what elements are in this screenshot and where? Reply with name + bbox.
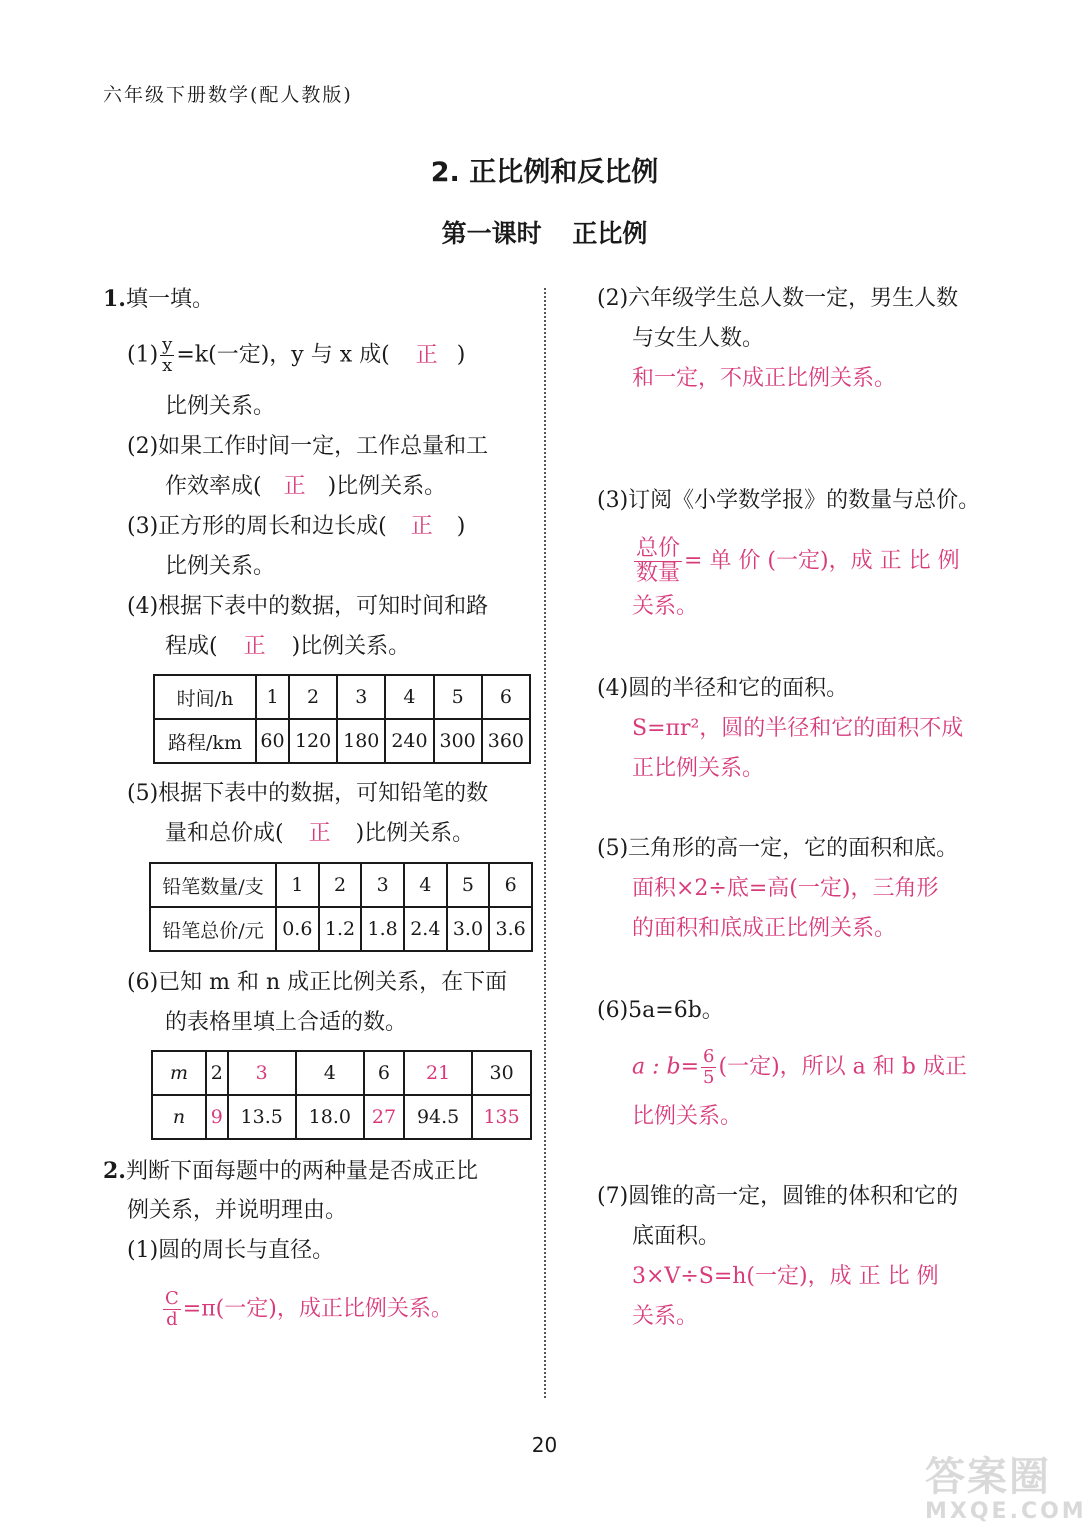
table-cell: 1.8 [361, 907, 404, 951]
table-cell: 2 [289, 675, 337, 719]
page-number: 20 [531, 1433, 558, 1457]
answer-blank: 正 [283, 474, 306, 499]
q2-sub4-answer-line2: 正比例关系。 [632, 756, 765, 781]
q1-part4-line2: 程成( 正 )比例关系。 [165, 632, 410, 662]
table-cell: 5 [447, 863, 490, 907]
table-cell: 3 [337, 675, 385, 719]
q2-heading-line2: 例关系，并说明理由。 [127, 1198, 348, 1223]
row-header: 路程/km [154, 719, 256, 763]
table-cell: 3.6 [489, 907, 532, 951]
table-cell: 4 [404, 863, 447, 907]
fraction-c-over-d: $\frac{C}{d}$ [165, 1288, 179, 1330]
table-cell: 300 [434, 719, 482, 763]
watermark-site: MXQE.COM [925, 1499, 1087, 1524]
table-cell: 1 [256, 675, 289, 719]
q1-part6-line1: (6)已知 m 和 n 成正比例关系，在下面 [127, 970, 508, 995]
table-cell: 13.5 [228, 1095, 296, 1139]
row-header: n [152, 1095, 206, 1139]
table-row [150, 907, 532, 951]
table-cell: 30 [472, 1051, 531, 1095]
q2-sub2-answer: 和一定，不成正比例关系。 [632, 366, 897, 391]
table-cell: 60 [256, 719, 289, 763]
table-cell: 360 [482, 719, 530, 763]
q2-sub4-question: (4)圆的半径和它的面积。 [597, 676, 849, 701]
fraction-6-over-5: $\frac{6}{5}$ [703, 1046, 715, 1088]
q1-part2-line1: (2)如果工作时间一定，工作总量和工 [127, 434, 489, 459]
q1-part2-line2: 作效率成( 正 )比例关系。 [165, 472, 446, 502]
q2-sub7-answer: 3×V÷S=h(一定)，成 正 比 例 [632, 1264, 939, 1289]
table-cell-answer: 135 [472, 1095, 531, 1139]
table-row [152, 1051, 531, 1095]
q1-part5-line2: 量和总价成( 正 )比例关系。 [165, 819, 474, 849]
q1-part1: (1) $\frac{y}{x}$ =k(一定)，y 与 x 成( 正 ) [127, 334, 466, 376]
q1-part3: (3)正方形的周长和边长成( 正 ) [127, 512, 465, 542]
q1-part6-line2: 的表格里填上合适的数。 [165, 1010, 408, 1035]
fraction-y-over-x: $\frac{y}{x}$ [162, 334, 173, 376]
table-cell-answer: 3 [228, 1051, 296, 1095]
m-n-table [151, 1050, 532, 1140]
table-cell: 1 [276, 863, 319, 907]
q2-sub5-question: (5)三角形的高一定，它的面积和底。 [597, 836, 959, 861]
section-title: 2. 正比例和反比例 [430, 157, 659, 188]
q2-sub3-question: (3)订阅《小学数学报》的数量与总价。 [597, 488, 981, 513]
row-header: m [152, 1051, 206, 1095]
table-cell: 6 [482, 675, 530, 719]
fraction-price-over-quantity: $\frac{\text{总价}}{\text{数量}}$ [636, 536, 681, 586]
table-cell: 180 [337, 719, 385, 763]
q2-sub7-answer-line2: 关系。 [632, 1304, 699, 1329]
table-cell: 3 [361, 863, 404, 907]
table-row [152, 1095, 531, 1139]
watermark-logo [925, 1454, 1087, 1529]
row-header: 时间/h [154, 675, 256, 719]
q1-part3-line2: 比例关系。 [165, 554, 276, 579]
answer-blank: 正 [415, 342, 438, 368]
table-cell: 94.5 [404, 1095, 472, 1139]
q2-sub2-question-line2: 与女生人数。 [632, 326, 765, 351]
row-header: 铅笔数量/支 [150, 863, 276, 907]
pencil-price-table [149, 862, 533, 952]
q2-sub5-answer-line2: 的面积和底成正比例关系。 [632, 916, 897, 941]
q2-sub1-question: (1)圆的周长与直径。 [127, 1238, 335, 1263]
table-cell: 1.2 [319, 907, 362, 951]
q2-sub3-answer: $\frac{\text{总价}}{\text{数量}}$ = 单 价 (一定)，成 正 比 例 [636, 536, 960, 586]
table-cell-answer: 27 [364, 1095, 404, 1139]
q2-heading: 2.判断下面每题中的两种量是否成正比 [103, 1158, 478, 1184]
time-distance-table [153, 674, 531, 764]
q1-part1-line2: 比例关系。 [165, 394, 276, 419]
table-cell-answer: 9 [206, 1095, 228, 1139]
answer-blank: 正 [410, 514, 433, 539]
table-row [154, 675, 530, 719]
q2-sub7-question-line2: 底面积。 [632, 1224, 721, 1249]
q2-sub2-question-line1: (2)六年级学生总人数一定，男生人数 [597, 286, 959, 311]
q1-heading: 1.填一填。 [103, 286, 214, 312]
lesson-title: 第一课时 正比例 [441, 219, 648, 248]
q2-sub6-question: (6)5a=6b。 [597, 998, 724, 1023]
table-cell: 120 [289, 719, 337, 763]
table-cell: 6 [489, 863, 532, 907]
answer-blank: 正 [243, 634, 266, 659]
q2-sub1-answer: $\frac{C}{d}$ =π(一定)，成正比例关系。 [165, 1288, 453, 1330]
table-cell: 2.4 [404, 907, 447, 951]
q1-part5-line1: (5)根据下表中的数据，可知铅笔的数 [127, 781, 489, 806]
table-cell: 2 [319, 863, 362, 907]
q2-sub3-answer-line2: 关系。 [632, 594, 699, 619]
q2-sub6-answer-line2: 比例关系。 [632, 1104, 743, 1129]
q1-part4-line1: (4)根据下表中的数据，可知时间和路 [127, 594, 489, 619]
table-row [154, 719, 530, 763]
table-cell: 18.0 [296, 1095, 364, 1139]
q2-sub7-question-line1: (7)圆锥的高一定，圆锥的体积和它的 [597, 1184, 959, 1209]
q2-sub4-answer: S=πr²，圆的半径和它的面积不成 [632, 716, 964, 741]
table-cell: 2 [206, 1051, 228, 1095]
answer-blank: 正 [308, 821, 331, 846]
table-cell: 0.6 [276, 907, 319, 951]
q2-sub5-answer: 面积×2÷底=高(一定)，三角形 [632, 876, 939, 901]
table-row [150, 863, 532, 907]
table-cell: 4 [296, 1051, 364, 1095]
row-header: 铅笔总价/元 [150, 907, 276, 951]
book-header: 六年级下册数学(配人教版) [103, 84, 353, 106]
table-cell: 240 [385, 719, 433, 763]
table-cell: 3.0 [447, 907, 490, 951]
table-cell: 4 [385, 675, 433, 719]
watermark-text: 答案圈 [925, 1454, 1051, 1500]
q2-sub6-answer: a : b= $\frac{6}{5}$ (一定)，所以 a 和 b 成正 [632, 1046, 967, 1088]
table-cell-answer: 21 [404, 1051, 472, 1095]
table-cell: 5 [434, 675, 482, 719]
table-cell: 6 [364, 1051, 404, 1095]
column-divider [544, 288, 546, 1398]
